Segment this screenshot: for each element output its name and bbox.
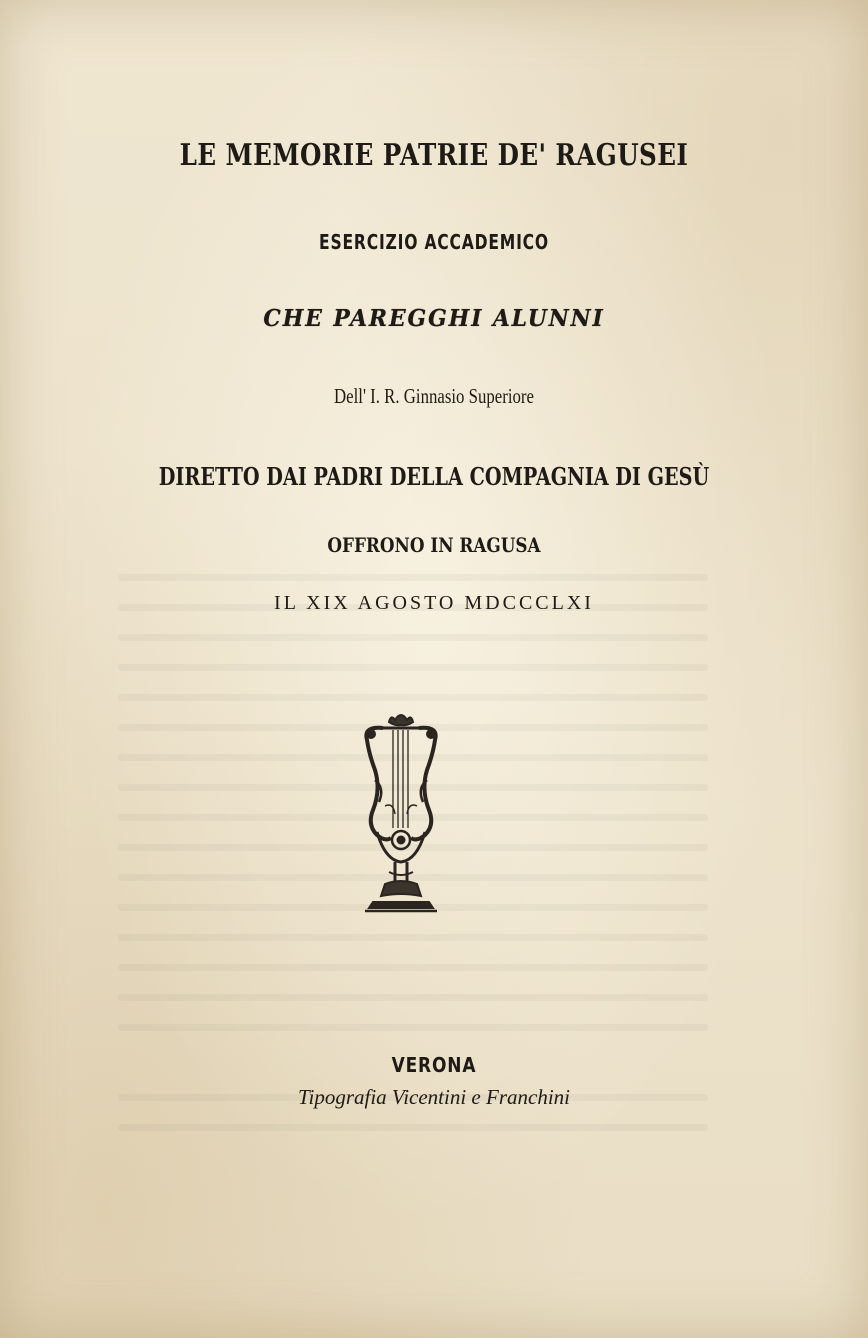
offer-line: OFFRONO IN RAGUSA <box>327 533 541 557</box>
document-subtitle: ESERCIZIO ACCADEMICO <box>319 230 549 254</box>
institution-line: Dell' I. R. Ginnasio Superiore <box>334 384 534 408</box>
students-line: CHE PAREGGHI ALUNNI <box>263 305 605 332</box>
date-line: IL XIX AGOSTO MDCCCLXI <box>274 592 594 614</box>
directed-by-line: DIRETTO DAI PADRI DELLA COMPAGNIA DI GESÙ <box>158 462 710 491</box>
printer-line: Tipografia Vicentini e Franchini <box>297 1085 570 1109</box>
lyre-icon <box>355 710 447 920</box>
document-title: LE MEMORIE PATRIE DE' RAGUSEI <box>179 138 689 173</box>
city-line: VERONA <box>391 1053 477 1077</box>
